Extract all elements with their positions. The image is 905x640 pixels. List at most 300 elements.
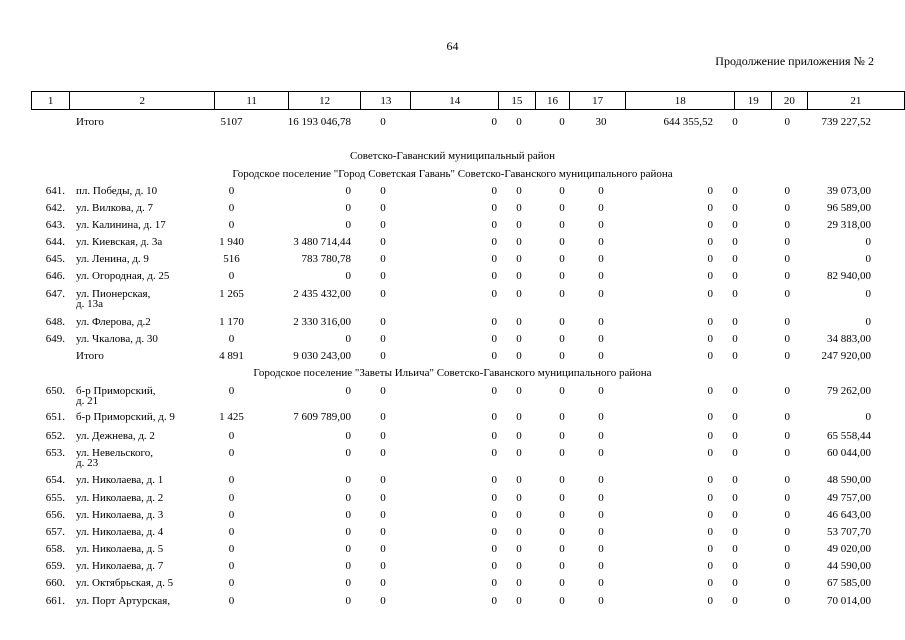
cell-col-11: 0 — [228, 202, 235, 214]
cell-col-12: 783 780,78 — [301, 253, 351, 265]
cell-col-17: 0 — [598, 474, 604, 486]
column-header-cell: 19 — [735, 92, 772, 110]
cell-col-11: 0 — [228, 385, 235, 397]
cell-col-21: 0 — [865, 316, 871, 328]
cell-col-21: 70 014,00 — [827, 595, 871, 607]
cell-col-13: 0 — [380, 270, 386, 282]
appendix-continuation-title: Продолжение приложения № 2 — [715, 54, 874, 68]
cell-col-15: 0 — [516, 270, 522, 282]
cell-col-13: 0 — [380, 430, 386, 442]
cell-col-12: 0 — [345, 595, 351, 607]
column-header-cell: 12 — [288, 92, 361, 110]
cell-col-12: 0 — [345, 270, 351, 282]
cell-col-15: 0 — [516, 474, 522, 486]
column-header-cell: 15 — [499, 92, 536, 110]
cell-col-17: 0 — [598, 219, 604, 231]
cell-row-number: 650. — [45, 385, 65, 397]
cell-col-20: 0 — [784, 577, 790, 589]
cell-col-18: 0 — [707, 595, 713, 607]
cell-col-17: 30 — [595, 116, 607, 128]
cell-col-11: 0 — [228, 270, 235, 282]
cell-col-11: 0 — [228, 474, 235, 486]
column-header-cell: 21 — [807, 92, 904, 110]
cell-col-18: 0 — [707, 288, 713, 300]
cell-col-14: 0 — [491, 116, 497, 128]
cell-col-15: 0 — [516, 385, 522, 397]
cell-col-18: 0 — [707, 253, 713, 265]
cell-col-14: 0 — [491, 333, 497, 345]
cell-col-16: 0 — [559, 270, 565, 282]
cell-col-21: 48 590,00 — [827, 474, 871, 486]
cell-col-18: 0 — [707, 526, 713, 538]
cell-col-11: 516 — [223, 253, 240, 265]
cell-col-11: 0 — [228, 430, 235, 442]
cell-col-15: 0 — [516, 492, 522, 504]
cell-col-17: 0 — [598, 577, 604, 589]
cell-col-21: 29 318,00 — [827, 219, 871, 231]
cell-col-15: 0 — [516, 447, 522, 459]
cell-col-15: 0 — [516, 595, 522, 607]
cell-col-18: 0 — [707, 560, 713, 572]
cell-col-11: 0 — [228, 333, 235, 345]
cell-col-19: 0 — [732, 253, 738, 265]
cell-col-17: 0 — [598, 509, 604, 521]
cell-col-14: 0 — [491, 202, 497, 214]
cell-row-number: 645. — [45, 253, 65, 265]
cell-col-15: 0 — [516, 577, 522, 589]
cell-col-17: 0 — [598, 492, 604, 504]
cell-col-19: 0 — [732, 333, 738, 345]
column-header-cell: 2 — [70, 92, 215, 110]
cell-col-17: 0 — [598, 411, 604, 423]
column-number-header — [31, 91, 905, 110]
cell-col-13: 0 — [380, 543, 386, 555]
cell-row-number: 659. — [45, 560, 65, 572]
cell-row-number: 654. — [45, 474, 65, 486]
cell-row-number: 655. — [45, 492, 65, 504]
cell-col-14: 0 — [491, 509, 497, 521]
cell-col-18: 0 — [707, 219, 713, 231]
cell-col-14: 0 — [491, 385, 497, 397]
cell-col-12: 0 — [345, 385, 351, 397]
cell-col-11: 4 891 — [219, 350, 244, 362]
settlement-title-zavety-ilicha: Городское поселение "Заветы Ильича" Советско-Гаванского муниципального района — [253, 367, 652, 379]
cell-col-11: 1 425 — [219, 411, 244, 423]
cell-col-17: 0 — [598, 185, 604, 197]
cell-col-16: 0 — [559, 219, 565, 231]
cell-address: ул. Николаева, д. 3 — [76, 509, 164, 521]
cell-col-15: 0 — [516, 333, 522, 345]
column-header-cell: 14 — [411, 92, 499, 110]
cell-col-15: 0 — [516, 543, 522, 555]
cell-row-number: 643. — [45, 219, 65, 231]
cell-col-16: 0 — [559, 316, 565, 328]
cell-col-11: 0 — [228, 560, 235, 572]
cell-col-13: 0 — [380, 411, 386, 423]
cell-col-11: 0 — [228, 185, 235, 197]
cell-col-16: 0 — [559, 492, 565, 504]
cell-col-21: 34 883,00 — [827, 333, 871, 345]
cell-row-number: 647. — [45, 288, 65, 300]
cell-col-16: 0 — [559, 474, 565, 486]
cell-col-12: 0 — [345, 509, 351, 521]
cell-col-18: 0 — [707, 270, 713, 282]
cell-col-11: 0 — [228, 543, 235, 555]
cell-col-19: 0 — [732, 595, 738, 607]
cell-col-14: 0 — [491, 526, 497, 538]
cell-col-20: 0 — [784, 526, 790, 538]
cell-col-15: 0 — [516, 202, 522, 214]
cell-col-12: 0 — [345, 560, 351, 572]
cell-col-12: 0 — [345, 474, 351, 486]
cell-row-number: 651. — [45, 411, 65, 423]
cell-row-number: 652. — [45, 430, 65, 442]
cell-col-15: 0 — [516, 316, 522, 328]
column-header-cell: 11 — [215, 92, 289, 110]
cell-col-20: 0 — [784, 411, 790, 423]
cell-col-18: 0 — [707, 350, 713, 362]
cell-col-13: 0 — [380, 526, 386, 538]
cell-col-17: 0 — [598, 526, 604, 538]
column-header-cell: 18 — [625, 92, 735, 110]
cell-col-16: 0 — [559, 385, 565, 397]
cell-address: ул. Октябрьская, д. 5 — [76, 577, 174, 589]
cell-col-18: 0 — [707, 185, 713, 197]
cell-col-21: 739 227,52 — [821, 116, 871, 128]
cell-address: ул. Николаева, д. 5 — [76, 543, 164, 555]
cell-address-continuation: д. 21 — [76, 395, 99, 407]
cell-col-17: 0 — [598, 385, 604, 397]
cell-col-18: 0 — [707, 385, 713, 397]
cell-col-19: 0 — [732, 430, 738, 442]
cell-col-15: 0 — [516, 116, 522, 128]
cell-col-11: 0 — [228, 595, 235, 607]
cell-col-21: 247 920,00 — [821, 350, 871, 362]
cell-address: б-р Приморский, — [76, 385, 156, 397]
cell-col-20: 0 — [784, 543, 790, 555]
cell-col-21: 0 — [865, 236, 871, 248]
cell-address: ул. Невельского, — [76, 447, 154, 459]
cell-col-20: 0 — [784, 560, 790, 572]
cell-address: ул. Пионерская, — [76, 288, 151, 300]
cell-col-16: 0 — [559, 595, 565, 607]
cell-col-21: 39 073,00 — [827, 185, 871, 197]
cell-col-17: 0 — [598, 253, 604, 265]
cell-col-19: 0 — [732, 270, 738, 282]
cell-col-13: 0 — [380, 560, 386, 572]
cell-col-12: 9 030 243,00 — [293, 350, 351, 362]
cell-col-13: 0 — [380, 288, 386, 300]
cell-col-15: 0 — [516, 253, 522, 265]
cell-col-16: 0 — [559, 236, 565, 248]
cell-col-15: 0 — [516, 411, 522, 423]
cell-col-18: 0 — [707, 509, 713, 521]
cell-col-18: 0 — [707, 333, 713, 345]
cell-col-14: 0 — [491, 492, 497, 504]
cell-col-12: 0 — [345, 219, 351, 231]
column-header-cell: 1 — [32, 92, 70, 110]
cell-col-14: 0 — [491, 447, 497, 459]
cell-address: ул. Калинина, д. 17 — [76, 219, 166, 231]
cell-col-21: 49 757,00 — [827, 492, 871, 504]
cell-col-21: 53 707,70 — [827, 526, 871, 538]
cell-col-18: 0 — [707, 430, 713, 442]
cell-col-19: 0 — [732, 385, 738, 397]
cell-col-13: 0 — [380, 116, 386, 128]
cell-col-17: 0 — [598, 236, 604, 248]
cell-col-11: 0 — [228, 447, 235, 459]
cell-col-16: 0 — [559, 543, 565, 555]
cell-col-21: 60 044,00 — [827, 447, 871, 459]
cell-address: ул. Николаева, д. 4 — [76, 526, 164, 538]
cell-col-20: 0 — [784, 385, 790, 397]
cell-row-number: 648. — [45, 316, 65, 328]
column-header-cell: 13 — [361, 92, 411, 110]
cell-col-18: 0 — [707, 492, 713, 504]
cell-col-19: 0 — [732, 560, 738, 572]
cell-col-14: 0 — [491, 411, 497, 423]
cell-col-19: 0 — [732, 526, 738, 538]
cell-col-15: 0 — [516, 185, 522, 197]
cell-col-18: 0 — [707, 474, 713, 486]
cell-col-19: 0 — [732, 509, 738, 521]
cell-address: ул. Николаева, д. 2 — [76, 492, 164, 504]
cell-row-number: 649. — [45, 333, 65, 345]
cell-col-21: 96 589,00 — [827, 202, 871, 214]
cell-col-21: 44 590,00 — [827, 560, 871, 572]
cell-col-20: 0 — [784, 288, 790, 300]
cell-col-21: 46 643,00 — [827, 509, 871, 521]
column-header-cell: 17 — [570, 92, 626, 110]
cell-col-12: 0 — [345, 492, 351, 504]
cell-col-14: 0 — [491, 560, 497, 572]
cell-col-11: 0 — [228, 219, 235, 231]
cell-col-13: 0 — [380, 316, 386, 328]
cell-col-14: 0 — [491, 253, 497, 265]
cell-col-18: 0 — [707, 447, 713, 459]
cell-col-15: 0 — [516, 236, 522, 248]
cell-col-19: 0 — [732, 474, 738, 486]
cell-col-20: 0 — [784, 509, 790, 521]
cell-col-17: 0 — [598, 560, 604, 572]
cell-col-13: 0 — [380, 595, 386, 607]
cell-col-14: 0 — [491, 595, 497, 607]
cell-col-17: 0 — [598, 333, 604, 345]
cell-col-16: 0 — [559, 430, 565, 442]
cell-col-13: 0 — [380, 492, 386, 504]
column-header-cell: 16 — [535, 92, 570, 110]
cell-row-number: 657. — [45, 526, 65, 538]
cell-col-16: 0 — [559, 447, 565, 459]
cell-col-17: 0 — [598, 543, 604, 555]
cell-col-21: 0 — [865, 411, 871, 423]
cell-col-18: 0 — [707, 316, 713, 328]
cell-col-14: 0 — [491, 430, 497, 442]
cell-col-12: 7 609 789,00 — [293, 411, 351, 423]
cell-address: ул. Вилкова, д. 7 — [76, 202, 154, 214]
cell-col-11: 0 — [228, 509, 235, 521]
cell-address: ул. Порт Артурская, — [76, 595, 171, 607]
cell-col-19: 0 — [732, 185, 738, 197]
cell-col-21: 82 940,00 — [827, 270, 871, 282]
cell-col-19: 0 — [732, 492, 738, 504]
cell-row-number: 660. — [45, 577, 65, 589]
cell-col-17: 0 — [598, 430, 604, 442]
cell-address: ул. Ленина, д. 9 — [76, 253, 149, 265]
cell-col-19: 0 — [732, 288, 738, 300]
cell-col-20: 0 — [784, 202, 790, 214]
cell-address-continuation: д. 23 — [76, 457, 99, 469]
cell-col-12: 0 — [345, 526, 351, 538]
cell-row-number: 661. — [45, 595, 65, 607]
cell-col-15: 0 — [516, 509, 522, 521]
cell-col-20: 0 — [784, 430, 790, 442]
cell-col-21: 79 262,00 — [827, 385, 871, 397]
cell-col-11: 1 170 — [219, 316, 244, 328]
cell-col-13: 0 — [380, 509, 386, 521]
cell-address: пл. Победы, д. 10 — [76, 185, 158, 197]
cell-col-14: 0 — [491, 350, 497, 362]
cell-col-20: 0 — [784, 595, 790, 607]
cell-col-18: 0 — [707, 577, 713, 589]
cell-col-11: 5107 — [220, 116, 243, 128]
cell-col-15: 0 — [516, 350, 522, 362]
cell-address: Итого — [76, 350, 104, 362]
cell-col-11: 0 — [228, 577, 235, 589]
cell-address: ул. Николаева, д. 1 — [76, 474, 164, 486]
cell-col-21: 67 585,00 — [827, 577, 871, 589]
cell-row-number: 646. — [45, 270, 65, 282]
cell-col-17: 0 — [598, 270, 604, 282]
cell-col-16: 0 — [559, 411, 565, 423]
cell-col-13: 0 — [380, 185, 386, 197]
cell-col-14: 0 — [491, 316, 497, 328]
cell-col-19: 0 — [732, 116, 738, 128]
cell-col-19: 0 — [732, 577, 738, 589]
cell-col-11: 1 265 — [219, 288, 244, 300]
cell-col-19: 0 — [732, 350, 738, 362]
cell-col-12: 0 — [345, 543, 351, 555]
cell-col-13: 0 — [380, 385, 386, 397]
cell-col-13: 0 — [380, 202, 386, 214]
cell-col-18: 0 — [707, 202, 713, 214]
cell-col-12: 0 — [345, 202, 351, 214]
cell-col-15: 0 — [516, 288, 522, 300]
cell-address: ул. Николаева, д. 7 — [76, 560, 164, 572]
cell-col-19: 0 — [732, 447, 738, 459]
cell-col-16: 0 — [559, 288, 565, 300]
cell-address: ул. Огородная, д. 25 — [76, 270, 170, 282]
cell-col-16: 0 — [559, 333, 565, 345]
cell-address-continuation: д. 13а — [76, 298, 103, 310]
cell-col-20: 0 — [784, 270, 790, 282]
cell-col-14: 0 — [491, 236, 497, 248]
cell-col-18: 0 — [707, 236, 713, 248]
cell-col-17: 0 — [598, 350, 604, 362]
cell-col-13: 0 — [380, 333, 386, 345]
cell-col-19: 0 — [732, 236, 738, 248]
cell-address: ул. Дежнева, д. 2 — [76, 430, 155, 442]
cell-col-15: 0 — [516, 526, 522, 538]
cell-col-16: 0 — [559, 253, 565, 265]
cell-col-14: 0 — [491, 219, 497, 231]
cell-col-13: 0 — [380, 219, 386, 231]
cell-col-17: 0 — [598, 316, 604, 328]
cell-address: б-р Приморский, д. 9 — [76, 411, 175, 423]
cell-col-16: 0 — [559, 116, 565, 128]
cell-col-21: 0 — [865, 288, 871, 300]
cell-row-number: 644. — [45, 236, 65, 248]
cell-row-number: 642. — [45, 202, 65, 214]
cell-col-11: 1 940 — [219, 236, 244, 248]
cell-col-14: 0 — [491, 474, 497, 486]
cell-col-16: 0 — [559, 526, 565, 538]
cell-col-16: 0 — [559, 577, 565, 589]
cell-col-16: 0 — [559, 185, 565, 197]
cell-col-13: 0 — [380, 577, 386, 589]
cell-col-13: 0 — [380, 350, 386, 362]
cell-col-12: 0 — [345, 333, 351, 345]
cell-col-21: 65 558,44 — [827, 430, 871, 442]
settlement-title-sovetskaya-gavan: Городское поселение "Город Советская Гавань" Советско-Гаванского муниципального района — [232, 168, 673, 180]
cell-col-21: 0 — [865, 253, 871, 265]
cell-col-17: 0 — [598, 202, 604, 214]
column-header-cell: 20 — [772, 92, 808, 110]
cell-col-18: 0 — [707, 411, 713, 423]
cell-col-20: 0 — [784, 116, 790, 128]
cell-col-21: 49 020,00 — [827, 543, 871, 555]
cell-col-11: 0 — [228, 492, 235, 504]
cell-col-12: 16 193 046,78 — [287, 116, 351, 128]
cell-col-12: 0 — [345, 185, 351, 197]
cell-col-12: 2 435 432,00 — [293, 288, 351, 300]
cell-col-12: 0 — [345, 447, 351, 459]
cell-address: Итого — [76, 116, 104, 128]
cell-col-18: 644 355,52 — [663, 116, 713, 128]
cell-col-20: 0 — [784, 333, 790, 345]
cell-col-19: 0 — [732, 219, 738, 231]
cell-col-13: 0 — [380, 447, 386, 459]
district-title: Советско-Гаванский муниципальный район — [349, 150, 556, 162]
cell-col-13: 0 — [380, 474, 386, 486]
cell-col-16: 0 — [559, 350, 565, 362]
cell-col-15: 0 — [516, 560, 522, 572]
cell-col-20: 0 — [784, 236, 790, 248]
cell-col-13: 0 — [380, 236, 386, 248]
cell-col-11: 0 — [228, 526, 235, 538]
cell-col-19: 0 — [732, 202, 738, 214]
cell-col-14: 0 — [491, 543, 497, 555]
cell-address: ул. Чкалова, д. 30 — [76, 333, 158, 345]
cell-col-19: 0 — [732, 316, 738, 328]
cell-col-17: 0 — [598, 595, 604, 607]
cell-col-16: 0 — [559, 202, 565, 214]
cell-row-number: 658. — [45, 543, 65, 555]
cell-col-20: 0 — [784, 474, 790, 486]
cell-col-20: 0 — [784, 350, 790, 362]
cell-col-20: 0 — [784, 253, 790, 265]
cell-col-20: 0 — [784, 447, 790, 459]
cell-col-17: 0 — [598, 288, 604, 300]
cell-col-15: 0 — [516, 430, 522, 442]
cell-col-16: 0 — [559, 509, 565, 521]
cell-col-18: 0 — [707, 543, 713, 555]
cell-col-12: 0 — [345, 430, 351, 442]
cell-col-20: 0 — [784, 185, 790, 197]
cell-address: ул. Киевская, д. 3а — [76, 236, 163, 248]
cell-address: ул. Флерова, д.2 — [76, 316, 151, 328]
cell-row-number: 653. — [45, 447, 65, 459]
